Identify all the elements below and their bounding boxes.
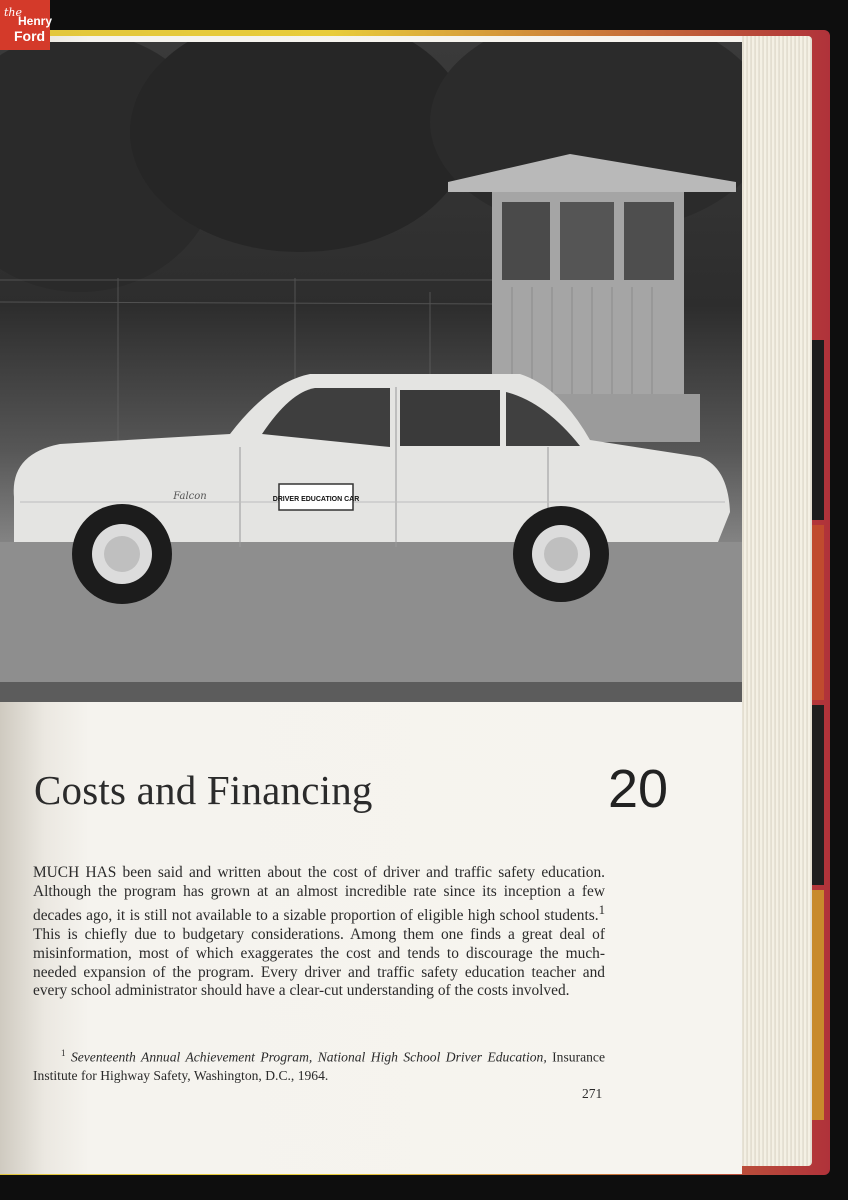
index-tab-black [812, 340, 824, 520]
body-text-after-ref: This is chiefly due to budgetary considerations. Among them one finds a great deal of misinformation, most of which exaggerates the cost and tends to discourage the much-needed expansion of the program. Every driver and traffic safety education teacher and every school administrator should have a clear-cut understanding of the costs involved. [33, 926, 605, 1000]
chapter-title: Costs and Financing [34, 767, 373, 813]
chapter-number: 20 [608, 759, 669, 819]
footnote-mark: 1 [61, 1048, 66, 1058]
footnote-rest: Insurance Institute for Highway Safety, Washington, D.C., 1964. [33, 1049, 605, 1083]
page-number: 271 [582, 1086, 603, 1101]
body-paragraph [33, 864, 605, 1001]
footnote-italic: Seventeenth Annual Achievement Program, National High School Driver Education, [70, 1049, 547, 1065]
index-tab-red [812, 525, 824, 700]
index-tab-orange [812, 890, 824, 1120]
page-edges [740, 36, 812, 1166]
car-script-badge: Falcon [173, 491, 207, 502]
body-text-before-ref: MUCH HAS been said and written about the cost of driver and traffic safety education. Although the program has grown at an almost incredible rate since its inception a few decades ago, it is still not available to a sizable proportion of eligible high school students. [33, 864, 605, 925]
henry-ford-logo [0, 0, 53, 50]
logo-the: the [4, 6, 23, 19]
door-sign-text: DRIVER EDUCATION CAR [272, 496, 360, 503]
footnote [33, 1044, 605, 1085]
footnote-reference: 1 [598, 903, 605, 918]
photo-illustration [0, 42, 742, 702]
driver-education-car-photo [0, 42, 742, 702]
logo-henry: Henry [18, 14, 53, 28]
index-tab-black-2 [812, 705, 824, 885]
book-page [0, 36, 742, 1174]
logo-ford: Ford [14, 28, 46, 44]
thumb-index-tabs [812, 340, 824, 1120]
